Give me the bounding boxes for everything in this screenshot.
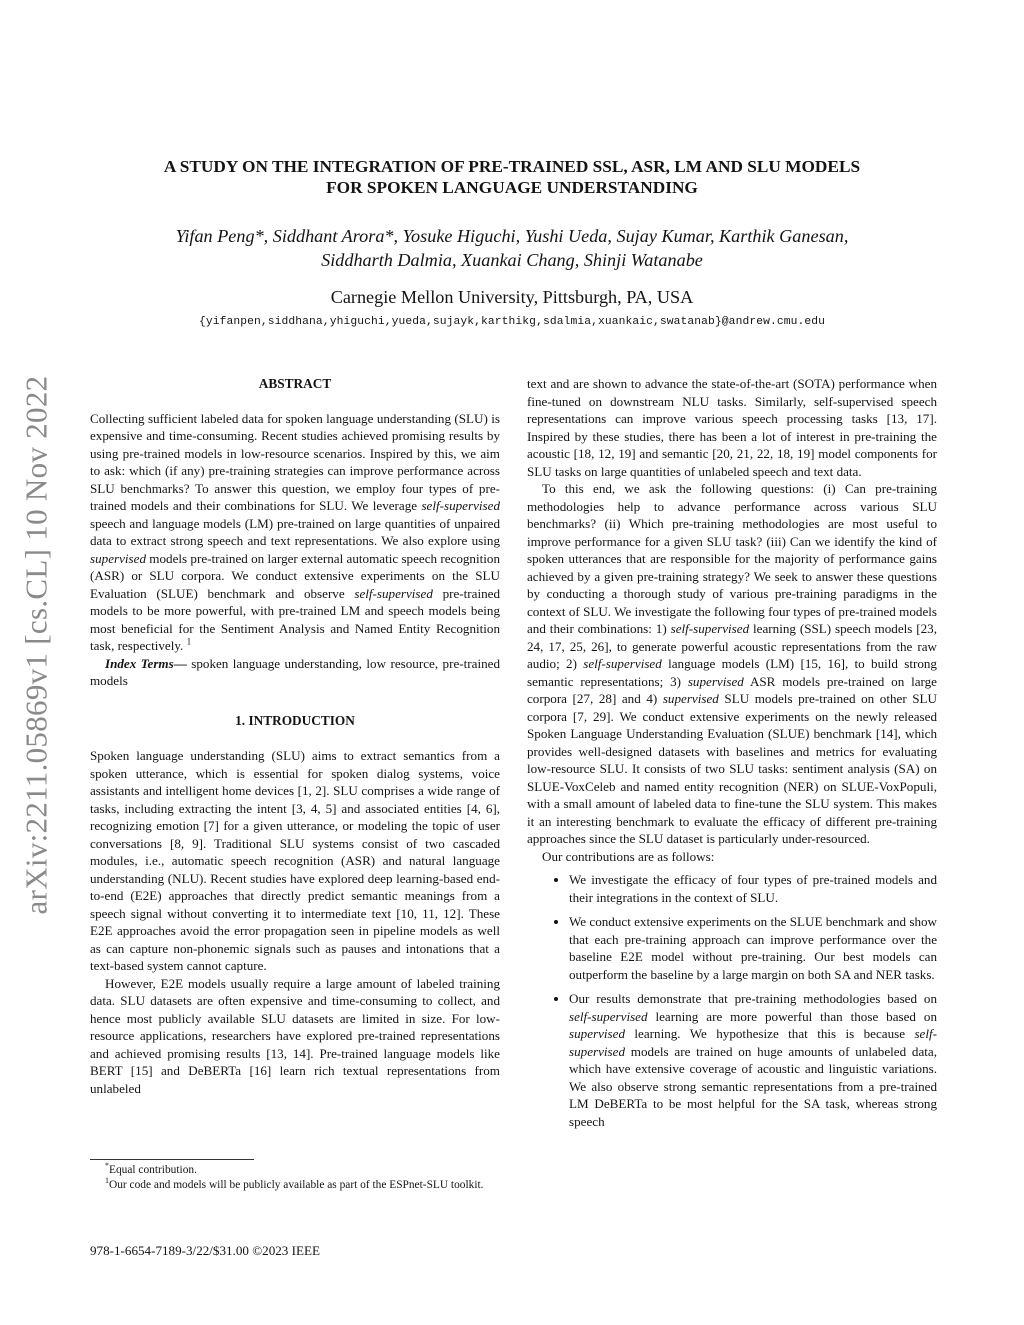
intro-paragraph-3: text and are shown to advance the state-of-the-art (SOTA) performance when fine-tuned on downstream NLU tasks. Similarly, self-supervised speech representations can improve various speech processing tasks [13, 17]. Inspired by these studies, there has been a lot of interest in pre-training the acoustic [18, 12, 19] and semantic [20, 21, 22, 18, 19] model components for SLU tasks on large quantities of unlabeled speech and text data. [527, 376, 937, 479]
contributions-intro: Our contributions are as follows: [542, 848, 715, 864]
author-emails: {yifanpen,siddhana,yhiguchi,yueda,sujayk,karthikg,sdalmia,xuankaic,swatanab}@andrew.cmu.edu [198, 316, 825, 328]
abstract-heading: ABSTRACT [258, 376, 332, 391]
footnotes [90, 1163, 500, 1193]
footnote-divider [90, 1159, 254, 1160]
footnote-equal-contribution: *Equal contribution. [105, 1161, 197, 1176]
paper-title [95, 156, 929, 198]
authors-line-1: Yifan Peng*, Siddhant Arora*, Yosuke Higuchi, Yushi Ueda, Sujay Kumar, Karthik Ganesan, [175, 226, 849, 246]
abstract-paragraph: Collecting sufficient labeled data for spoken language understanding (SLU) is expensive and time-consuming. Recent studies achieved promising results by using pre-trained models in low-resource scenarios. Inspired by this, we aim to ask: which (if any) pre-training strategies can improve performance across SLU benchmarks? To answer this question, we employ four types of pre-trained models and their combinations for SLU. We leverage self-supervised speech and language models (LM) pre-trained on large quantities of unpaired data to extract strong speech and text representations. We also explore using supervised models pre-trained on larger external automatic speech recognition (ASR) or SLU corpora. We conduct extensive experiments on the SLU Evaluation (SLUE) benchmark and observe self-supervised pre-trained models to be more powerful, with pre-trained LM and speech models being most beneficial for the Sentiment Analysis and Named Entity Recognition task, respectively. $^1$ [90, 410, 500, 653]
index-terms: Index Terms— spoken language understanding, low resource, pre-trained models [90, 655, 500, 688]
authors-line-2: Siddharth Dalmia, Xuankai Chang, Shinji Watanabe [321, 250, 703, 270]
footnote-code-availability: $^1$Our code and models will be publicly available as part of the ESPnet-SLU toolkit. [105, 1176, 484, 1191]
affiliation: Carnegie Mellon University, Pittsburgh, PA, USA [330, 287, 694, 307]
intro-paragraph-4: To this end, we ask the following questions: (i) Can pre-training methodologies help to advance performance across various SLU benchmarks? (ii) Which pre-training methodologies are most useful to improve performance for a given SLU task? (iii) Can we identify the kind of spoken utterances that are responsible for the majority of performance gains achieved by a given pre-training strategy? We seek to answer these questions by conducting a thorough study of various pre-training paradigms in the context of SLU. We investigate the following four types of pre-trained models and their combinations: 1) self-supervised learning (SSL) speech models [23, 24, 17, 25, 26], to generate powerful acoustic representations from the raw audio; 2) self-supervised language models (LM) [15, 16], to build strong semantic representations; 3) supervised ASR models pre-trained on large corpora [27, 28] and 4) supervised SLU models pre-trained on other SLU corpora [7, 29]. We conduct extensive experiments on the newly released Spoken Language Understanding Evaluation (SLUE) benchmark [14], which provides well-designed datasets with baselines and metrics for evaluating low-resource SLU. It consists of two SLU tasks: sentiment analysis (SA) on SLUE-VoxCeleb and named entity recognition (NER) on SLUE-VoxPopuli, with a small amount of labeled data to fine-tune the SLU system. This makes it an interesting benchmark to evaluate the efficacy of different pre-training approaches since the SLU dataset is particularly under-resourced. [527, 481, 937, 846]
right-column [527, 375, 937, 1137]
copyright-footer: 978-1-6654-7189-3/22/$31.00 ©2023 IEEE [90, 1243, 320, 1258]
arxiv-id: arXiv:2211.05869v1 [cs.CL] 10 Nov 2022 [18, 375, 54, 915]
intro-heading: 1. INTRODUCTION [235, 712, 355, 728]
contribution-list [527, 871, 937, 1130]
contribution-item: • We conduct extensive experiments on the SLUE benchmark and show that each pre-training approach can improve performance over the baseline E2E model without pre-training. Our best models can outperform the baseline by a large margin on both SA and NER tasks. [569, 913, 937, 983]
contribution-item: • We investigate the efficacy of four types of pre-trained models and their integrations in the context of SLU. [569, 871, 937, 906]
intro-paragraph-2: However, E2E models usually require a large amount of labeled training data. SLU datasets are often expensive and time-consuming to collect, and hence most publicly available SLU datasets are limited in size. For low-resource applications, researchers have explored pre-trained representations and achieved promising results [13, 14]. Pre-trained language models like BERT [15] and DeBERTa [16] learn rich textual representations from unlabeled [90, 975, 500, 1096]
left-column [90, 375, 500, 1097]
arxiv-sidebar-stamp [6, 350, 66, 940]
footnote-marker: 1 [186, 636, 192, 647]
intro-paragraph-1: Spoken language understanding (SLU) aims to extract semantics from a spoken utterance, which is essential for spoken dialog systems, voice assistants and intelligent home devices [1, 2]. SLU comprises a wide range of tasks, including extracting the intent [3, 4, 5] and associated entities [4, 6], recognizing emotion [7] for a given utterance, or modeling the topic of user conversations [8, 9]. Traditional SLU systems consist of two cascaded modules, i.e., automatic speech recognition (ASR) and natural language understanding (NLU). Recent studies have explored deep learning-based end-to-end (E2E) approaches that directly predict semantic meanings from a speech signal without converting it to intermediate text [10, 11, 12]. These E2E approaches avoid the error propagation seen in pipeline models as well as can capture non-phonemic signals such as pauses and intonations that a text-based system cannot capture. [90, 748, 500, 973]
title-line-2: FOR SPOKEN LANGUAGE UNDERSTANDING [326, 178, 698, 197]
author-list [100, 224, 924, 272]
title-line-1: A STUDY ON THE INTEGRATION OF PRE-TRAINED SSL, ASR, LM AND SLU MODELS [163, 157, 861, 176]
contribution-item: • Our results demonstrate that pre-training methodologies based on self-supervised learning are more powerful than those based on supervised learning. We hypothesize that this is because self-supervised models are trained on huge amounts of unlabeled data, which have extensive coverage of acoustic and linguistic variations. We also observe strong semantic representations from a pre-trained LM DeBERTa to be most helpful for the SA task, whereas strong speech [569, 990, 937, 1130]
